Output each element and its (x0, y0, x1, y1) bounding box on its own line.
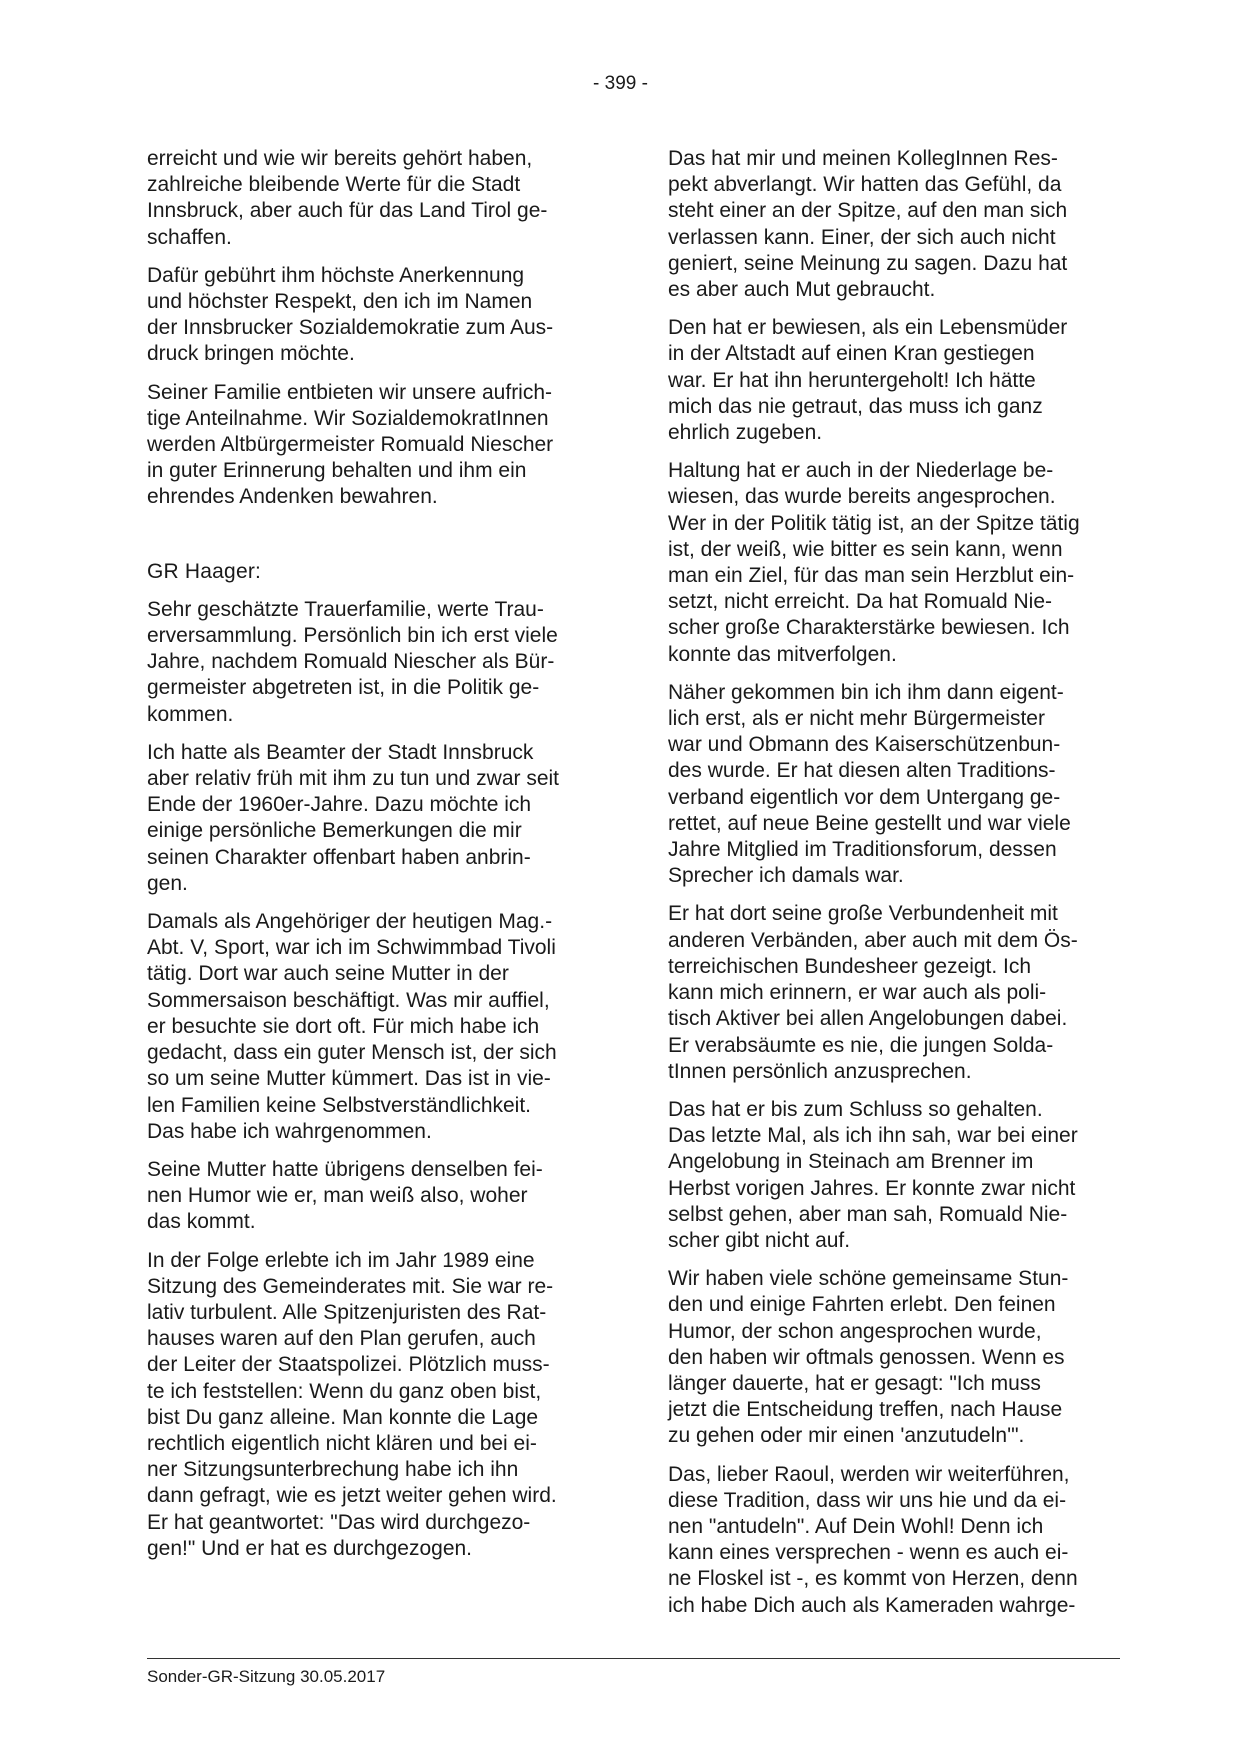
speaker-label: GR Haager: (147, 559, 262, 583)
footer-divider (147, 1658, 1120, 1659)
paragraph: Ich hatte als Beamter der Stadt Innsbruck aber relativ früh mit ihm zu tun und zwar seit Ende der 1960er-Jahre. Dazu möchte ich einige persönliche Bemerkungen die mir seinen Charakter offenbart haben anbrin- gen. (147, 740, 560, 895)
paragraph: Damals als Angehöriger der heutigen Mag.- Abt. V, Sport, war ich im Schwimmbad Tivoli tätig. Dort war auch seine Mutter in der Sommersaison beschäftigt. Was mir auffiel, er besuchte sie dort oft. Für mich habe ich gedacht, dass ein guter Mensch ist, der sich so um seine Mutter kümmert. Das ist in vie- len Familien keine Selbstverständlichkeit. Das habe ich wahrgenommen. (147, 910, 557, 1143)
paragraph: Seiner Familie entbieten wir unsere aufrich- tige Anteilnahme. Wir SozialdemokratInnen werden Altbürgermeister Romuald Niescher in guter Erinnerung behalten und ihm ein ehrendes Andenken bewahren. (147, 380, 554, 509)
paragraph: Dafür gebührt ihm höchste Anerkennung und höchster Respekt, den ich im Namen der Innsbrucker Sozialdemokratie zum Aus- druck bringen möchte. (147, 263, 554, 366)
left-column (147, 146, 595, 1574)
paragraph: Seine Mutter hatte übrigens denselben fei- nen Humor wie er, man weiß also, woher das kommt. (147, 1157, 543, 1234)
paragraph: Näher gekommen bin ich ihm dann eigent- lich erst, als er nicht mehr Bürgermeister war und Obmann des Kaiserschützenbun- des wurde. Er hat diesen alten Traditions- verband eigentlich vor dem Untergang ge- rettet, auf neue Beine gestellt und war viele Jahre Mitglied im Traditionsforum, dessen Sprecher ich damals war. (668, 680, 1071, 888)
paragraph: erreicht und wie wir bereits gehört haben, zahlreiche bleibende Werte für die Stadt Innsbruck, aber auch für das Land Tirol ge- schaffen. (147, 147, 548, 249)
paragraph: Haltung hat er auch in der Niederlage be- wiesen, das wurde bereits angesprochen. Wer in der Politik tätig ist, an der Spitze tätig ist, der weiß, wie bitter es sein kann, wenn man ein Ziel, für das man sein Herzblut ein- setzt, nicht erreicht. Da hat Romuald Nie- scher große Charakterstärke bewiesen. Ich konnte das mitverfolgen. (668, 459, 1080, 666)
paragraph: Das, lieber Raoul, werden wir weiterführen, diese Tradition, dass wir uns hie und da ei- nen "antudeln". Auf Dein Wohl! Denn ich kann eines versprechen - wenn es auch ei- ne Floskel ist -, es kommt von Herzen, denn ich habe Dich auch als Kameraden wahrge- (668, 1462, 1078, 1617)
page-number: - 399 - (593, 73, 648, 94)
paragraph: Sehr geschätzte Trauerfamilie, werte Trau- erversammlung. Persönlich bin ich erst viele Jahre, nachdem Romuald Niescher als Bür- germeister abgetreten ist, in die Politik ge- kommen. (147, 597, 558, 726)
footer-session-label: Sonder-GR-Sitzung 30.05.2017 (147, 1667, 386, 1686)
paragraph: Den hat er bewiesen, als ein Lebensmüder in der Altstadt auf einen Kran gestiegen war. Er hat ihn heruntergeholt! Ich hätte mich das nie getraut, das muss ich ganz ehrlich zugeben. (668, 316, 1068, 445)
paragraph: Das hat mir und meinen KollegInnen Res- pekt abverlangt. Wir hatten das Gefühl, da steht einer an der Spitze, auf den man sich verlassen kann. Einer, der sich auch nicht geniert, seine Meinung zu sagen. Dazu hat es aber auch Mut gebraucht. (668, 147, 1068, 302)
paragraph: Er hat dort seine große Verbundenheit mit anderen Verbänden, aber auch mit dem Ös- terreichischen Bundesheer gezeigt. Ich kann mich erinnern, er war auch als poli- tisch Aktiver bei allen Angelobungen dabei. Er verabsäumte es nie, die jungen Solda- tInnen persönlich anzusprechen. (668, 902, 1078, 1083)
right-column (668, 146, 1120, 1631)
paragraph: Das hat er bis zum Schluss so gehalten. Das letzte Mal, als ich ihn sah, war bei einer Angelobung in Steinach am Brenner im Herbst vorigen Jahres. Er konnte zwar nicht selbst gehen, aber man sah, Romuald Nie- scher gibt nicht auf. (668, 1097, 1078, 1252)
paragraph: In der Folge erlebte ich im Jahr 1989 eine Sitzung des Gemeinderates mit. Sie war re- lativ turbulent. Alle Spitzenjuristen des Rat- hauses waren auf den Plan gerufen, auch der Leiter der Staatspolizei. Plötzlich muss- te ich feststellen: Wenn du ganz oben bist, bist Du ganz alleine. Man konnte die Lage rechtlich eigentlich nicht klären und bei ei- ner Sitzungsunterbrechung habe ich ihn dann gefragt, wie es jetzt weiter gehen wird. Er hat geantwortet: "Das wird durchgezo- gen!" Und er hat es durchgezogen. (147, 1248, 557, 1560)
paragraph: Wir haben viele schöne gemeinsame Stun- den und einige Fahrten erlebt. Den feinen Humor, der schon angesprochen wurde, den haben wir oftmals genossen. Wenn es länger dauerte, hat er gesagt: "Ich muss jetzt die Entscheidung treffen, nach Hause zu gehen oder mir einen 'anzutudeln'". (668, 1267, 1069, 1448)
